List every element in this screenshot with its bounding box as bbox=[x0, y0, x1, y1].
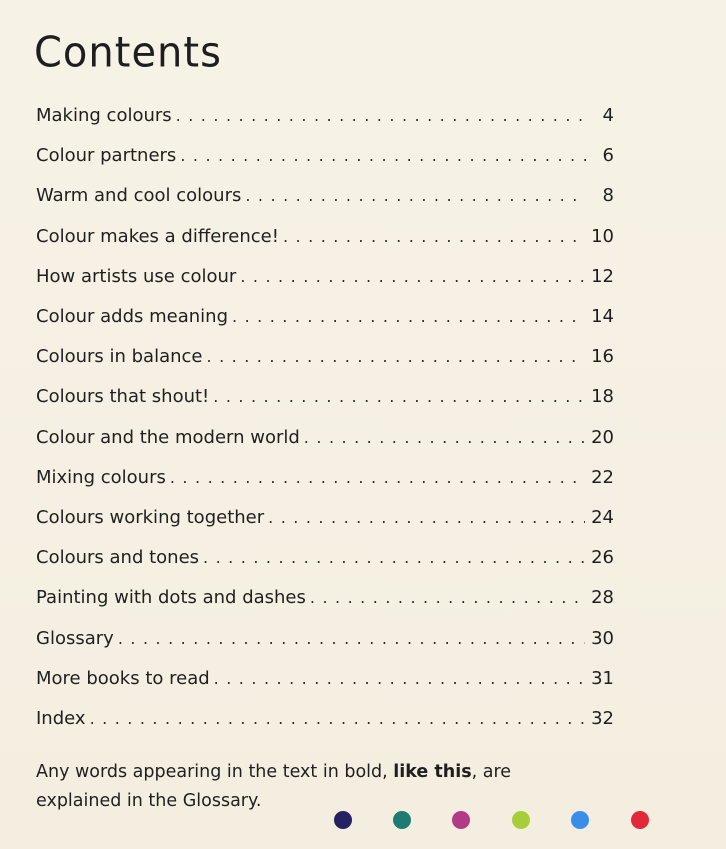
toc-entry-page-number: 6 bbox=[602, 145, 614, 167]
toc-entry bbox=[36, 136, 614, 176]
dot-leader bbox=[283, 220, 585, 254]
dot-leader bbox=[232, 300, 585, 334]
toc-entry-title: Colours that shout! bbox=[36, 386, 210, 408]
toc-entry bbox=[36, 217, 614, 257]
red-dot bbox=[631, 811, 649, 829]
glossary-note bbox=[36, 758, 556, 816]
toc-entry-title: Colour adds meaning bbox=[36, 306, 228, 328]
toc-entry-title: Colour partners bbox=[36, 145, 177, 167]
toc-entry-title: Colour makes a difference! bbox=[36, 225, 279, 247]
toc-entry-page-number: 22 bbox=[591, 466, 614, 488]
toc-entry-title: Glossary bbox=[36, 627, 114, 649]
navy-dot bbox=[334, 811, 352, 829]
toc-entry-title: Making colours bbox=[36, 105, 172, 127]
toc-entry bbox=[36, 96, 614, 136]
note-text-after: , are explained in the Glossary. bbox=[36, 762, 512, 811]
toc-entry-page-number: 31 bbox=[591, 667, 614, 689]
toc-entry-title: Mixing colours bbox=[36, 466, 166, 488]
dot-leader bbox=[170, 461, 585, 495]
page-title: Contents bbox=[34, 28, 222, 78]
toc-entry-page-number: 10 bbox=[591, 225, 614, 247]
toc-entry-title: Colours and tones bbox=[36, 547, 200, 569]
toc-entry bbox=[36, 618, 614, 658]
toc-entry-page-number: 24 bbox=[591, 506, 614, 528]
lime-dot bbox=[512, 811, 530, 829]
dot-leader bbox=[310, 581, 585, 615]
dot-leader bbox=[118, 622, 585, 656]
teal-dot bbox=[393, 811, 411, 829]
toc-entry bbox=[36, 458, 614, 498]
dot-leader bbox=[304, 421, 585, 455]
toc-entry-page-number: 16 bbox=[591, 346, 614, 368]
toc-entry-title: Index bbox=[36, 707, 86, 729]
toc-entry-page-number: 18 bbox=[591, 386, 614, 408]
toc-entry-page-number: 30 bbox=[591, 627, 614, 649]
dot-leader bbox=[213, 380, 585, 414]
decorative-dot-row bbox=[334, 811, 654, 831]
toc-entry-title: Colours working together bbox=[36, 506, 265, 528]
dot-leader bbox=[207, 340, 586, 374]
blue-dot bbox=[571, 811, 589, 829]
toc-entry bbox=[36, 538, 614, 578]
toc-entry bbox=[36, 659, 614, 699]
toc-entry bbox=[36, 578, 614, 618]
toc-entry bbox=[36, 418, 614, 458]
dot-leader bbox=[203, 541, 585, 575]
toc-entry bbox=[36, 176, 614, 216]
dot-leader bbox=[176, 99, 586, 133]
toc-entry-page-number: 14 bbox=[591, 306, 614, 328]
note-bold-example: like this bbox=[393, 762, 472, 782]
toc-entry-title: Painting with dots and dashes bbox=[36, 587, 306, 609]
magenta-dot bbox=[452, 811, 470, 829]
note-text-before: Any words appearing in the text in bold, bbox=[36, 762, 394, 782]
toc-entry-page-number: 26 bbox=[591, 547, 614, 569]
toc-entry-title: More books to read bbox=[36, 667, 210, 689]
toc-entry bbox=[36, 699, 614, 739]
toc-entry bbox=[36, 337, 614, 377]
toc-entry-page-number: 12 bbox=[591, 265, 614, 287]
toc-entry-page-number: 32 bbox=[591, 707, 614, 729]
toc-entry bbox=[36, 257, 614, 297]
dot-leader bbox=[90, 702, 586, 736]
toc-entry-title: How artists use colour bbox=[36, 265, 237, 287]
toc-entry bbox=[36, 297, 614, 337]
toc-entry-title: Warm and cool colours bbox=[36, 185, 242, 207]
toc-entry bbox=[36, 377, 614, 417]
toc-entry bbox=[36, 498, 614, 538]
toc-entry-title: Colours in balance bbox=[36, 346, 203, 368]
dot-leader bbox=[214, 662, 585, 696]
dot-leader bbox=[180, 139, 586, 173]
toc-entry-page-number: 8 bbox=[602, 185, 614, 207]
toc-entry-title: Colour and the modern world bbox=[36, 426, 300, 448]
dot-leader bbox=[240, 260, 585, 294]
toc-entry-page-number: 20 bbox=[591, 426, 614, 448]
dot-leader bbox=[268, 501, 585, 535]
toc-entry-page-number: 4 bbox=[602, 105, 614, 127]
dot-leader bbox=[245, 179, 586, 213]
table-of-contents bbox=[36, 96, 614, 739]
toc-entry-page-number: 28 bbox=[591, 587, 614, 609]
